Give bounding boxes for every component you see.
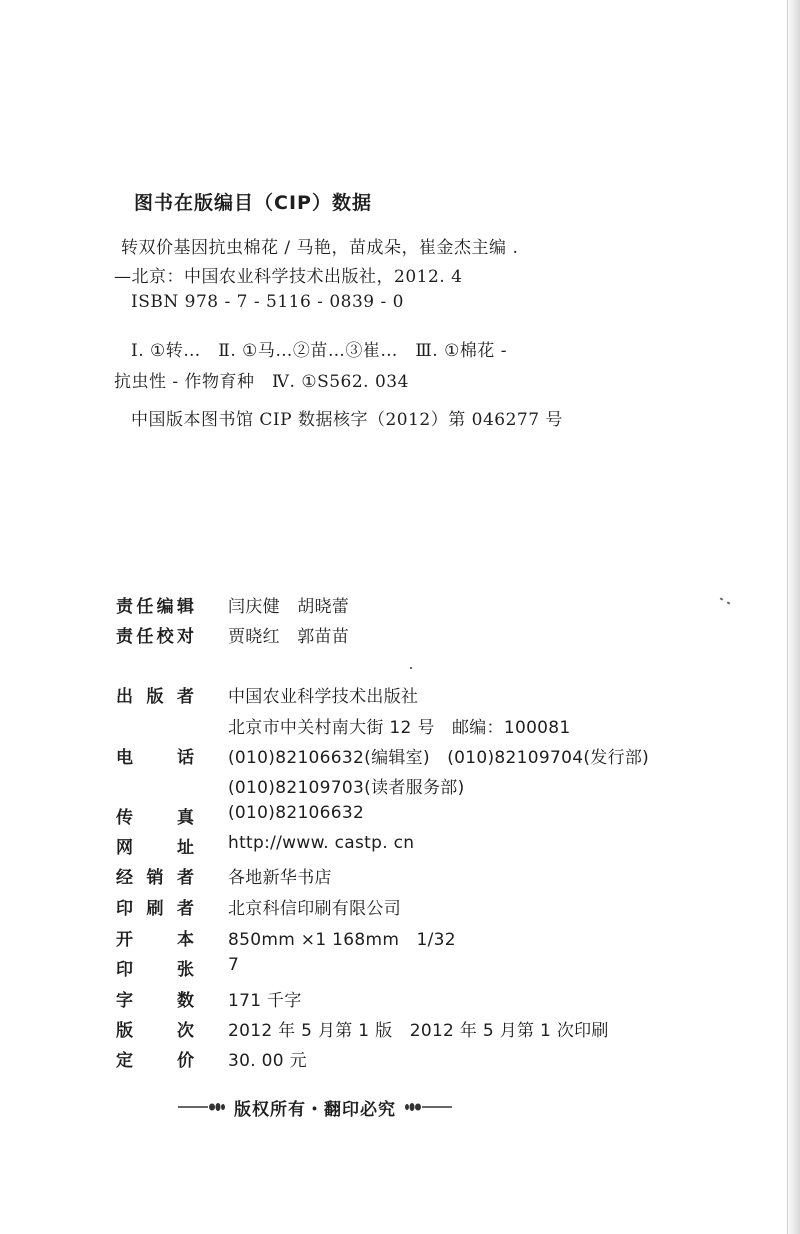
- info-label: [116, 925, 194, 950]
- cip-title: 图书在版编目（CIP）数据: [134, 192, 372, 214]
- info-value: 北京市中关村南大街 12 号 邮编：100081: [228, 718, 571, 738]
- info-label: [116, 1046, 194, 1071]
- info-row: [0, 803, 760, 829]
- info-label: [116, 682, 194, 707]
- info-label-char: 经: [116, 868, 133, 888]
- info-label-char: 印: [116, 960, 133, 980]
- cip-line-isbn: ISBN 978 - 7 - 5116 - 0839 - 0: [131, 292, 404, 312]
- info-row: [0, 592, 760, 618]
- info-value: (010)82106632: [228, 803, 365, 823]
- info-row: [0, 986, 760, 1012]
- info-value: 各地新华书店: [228, 868, 332, 888]
- info-label-char: 电: [116, 748, 133, 768]
- cip-line-classification-2: 抗虫性 - 作物育种 Ⅳ. ①S562. 034: [114, 372, 409, 392]
- info-row: [0, 1046, 760, 1072]
- info-value: 贾晓红 郭苗苗: [228, 627, 350, 647]
- info-label-char: 对: [176, 627, 194, 647]
- cip-line-publisher: —北京：中国农业科学技术出版社，2012. 4: [114, 267, 463, 287]
- info-label: [116, 833, 194, 858]
- info-value: 30. 00 元: [228, 1051, 307, 1071]
- info-row: [0, 833, 760, 859]
- info-value: 中国农业科学技术出版社: [228, 687, 419, 707]
- info-label: [116, 986, 194, 1011]
- info-label-char: 版: [116, 1021, 133, 1041]
- info-label-char: 网: [116, 838, 133, 858]
- info-label-char: 印: [116, 899, 133, 919]
- info-label: [116, 743, 194, 768]
- info-label-char: 开: [116, 930, 133, 950]
- cip-line-title-authors: 转双价基因抗虫棉花 / 马艳，苗成朵，崔金杰主编 .: [121, 238, 519, 258]
- info-label-char: 话: [177, 748, 194, 768]
- info-label-char: 本: [177, 930, 194, 950]
- cip-line-data-number: 中国版本图书馆 CIP 数据核字（2012）第 046277 号: [131, 410, 563, 430]
- info-value: 7: [228, 955, 240, 975]
- info-value: http://www. castp. cn: [228, 833, 415, 853]
- info-value: 850mm ×1 168mm 1/32: [228, 930, 456, 950]
- info-row: [0, 955, 760, 981]
- info-label: [116, 1016, 194, 1041]
- info-row: [0, 743, 760, 769]
- info-row: [0, 682, 760, 708]
- info-value: 2012 年 5 月第 1 版 2012 年 5 月第 1 次印刷: [228, 1021, 609, 1041]
- info-label-char: 责: [116, 597, 133, 617]
- info-label-char: 校: [156, 627, 174, 647]
- info-label-char: 字: [116, 991, 133, 1011]
- info-label: [116, 894, 194, 919]
- info-label-char: 数: [177, 991, 194, 1011]
- info-label-char: 任: [136, 627, 154, 647]
- info-row: [0, 773, 760, 799]
- scan-speck: [410, 667, 412, 669]
- info-label-char: 定: [116, 1051, 133, 1071]
- info-row: [0, 622, 760, 648]
- info-value: 171 千字: [228, 991, 302, 1011]
- info-label-char: 址: [177, 838, 194, 858]
- info-label: [116, 955, 194, 980]
- info-row: [0, 1016, 760, 1042]
- info-label-char: 者: [177, 868, 194, 888]
- info-row: [0, 925, 760, 951]
- info-row: [0, 713, 760, 739]
- info-label-char: 辑: [176, 597, 194, 617]
- info-label-char: 者: [177, 899, 194, 919]
- info-value: 北京科信印刷有限公司: [228, 899, 401, 919]
- info-label-char: 传: [116, 808, 133, 828]
- info-label-char: 者: [177, 687, 194, 707]
- page-edge-line: [787, 0, 788, 1234]
- info-label: [116, 863, 194, 888]
- info-label: [116, 622, 194, 647]
- copyright-motto-text: 版权所有・翻印必究: [234, 1099, 396, 1120]
- info-label-char: 张: [177, 960, 194, 980]
- info-label: [116, 592, 194, 617]
- info-label-char: 版: [146, 687, 164, 707]
- info-label-char: 价: [177, 1051, 194, 1071]
- info-label-char: 编: [156, 597, 174, 617]
- page-edge-shadow: [786, 0, 800, 1234]
- info-label-char: 刷: [146, 899, 164, 919]
- info-label-char: 销: [146, 868, 164, 888]
- right-ornament-icon: [404, 1102, 452, 1112]
- info-label-char: 出: [116, 687, 133, 707]
- left-ornament-icon: [178, 1102, 226, 1112]
- copyright-motto: [170, 1094, 460, 1120]
- info-label-char: 责: [116, 627, 133, 647]
- info-value: 闫庆健 胡晓蕾: [228, 597, 350, 617]
- info-label-char: 次: [177, 1021, 194, 1041]
- cip-line-classification-1: Ⅰ. ①转… Ⅱ. ①马…②苗…③崔… Ⅲ. ①棉花 -: [131, 341, 507, 361]
- info-label-char: 真: [177, 808, 194, 828]
- info-value: (010)82106632(编辑室) (010)82109704(发行部): [228, 748, 650, 768]
- info-label: [116, 803, 194, 828]
- info-row: [0, 863, 760, 889]
- info-value: (010)82109703(读者服务部): [228, 778, 465, 798]
- info-label-char: 任: [136, 597, 154, 617]
- info-row: [0, 894, 760, 920]
